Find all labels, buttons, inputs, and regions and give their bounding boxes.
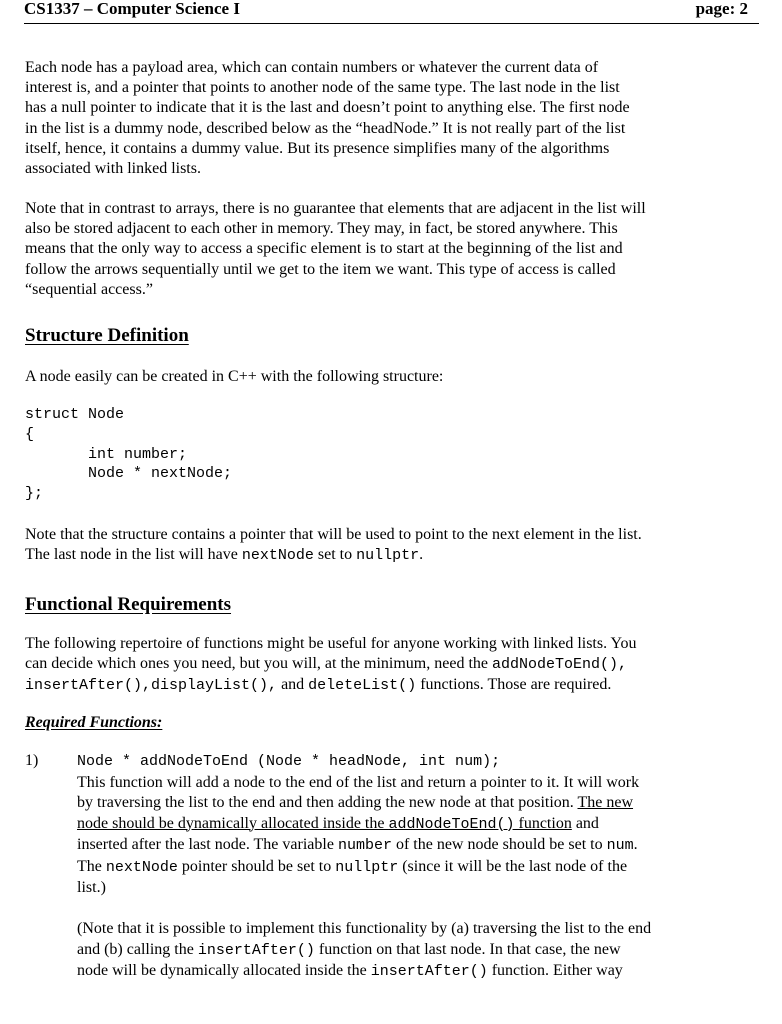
underlined-text: The new <box>577 794 634 811</box>
text-line: A node easily can be created in C++ with the following structure: <box>25 368 444 385</box>
header-rule <box>24 23 759 24</box>
inline-code: addNodeToEnd(), <box>492 656 628 674</box>
text-line: by traversing the list to the end and then adding the new node at that position. The new <box>77 794 634 811</box>
paragraph-functional-requirements <box>25 634 715 697</box>
text-line: “sequential access.” <box>25 280 153 298</box>
text-line: node should be dynamically allocated inside the addNodeToEnd() function and <box>77 814 599 833</box>
section-heading-structure-definition: Structure Definition <box>25 325 189 346</box>
text-line: inserted after the last node. The variable number of the new node should be set to num. <box>77 836 638 854</box>
code-line: struct Node <box>25 406 125 423</box>
text-line: (Note that it is possible to implement this functionality by (a) traversing the list to the end <box>77 920 652 937</box>
paragraph-structure-intro <box>25 367 715 387</box>
text-line: list.) <box>77 879 106 896</box>
text-line: and (b) calling the insertAfter() function on that last node. In that case, the new <box>77 940 621 959</box>
code-line: { <box>25 425 35 443</box>
inline-code: insertAfter() <box>370 963 488 980</box>
text-line: Note that the structure contains a pointer that will be used to point to the next element in the list. <box>25 526 642 543</box>
text-line: follow the arrows sequentially until we get to the item we want. This type of access is called <box>25 260 616 278</box>
text-line: means that the only way to access a specific element is to start at the beginning of the list and <box>25 240 623 258</box>
subheading-required-functions: Required Functions: <box>25 714 163 731</box>
text-line: also be stored adjacent to each other in memory. They may, in fact, be stored anywhere. This <box>25 220 618 238</box>
code-block-struct-node <box>25 405 232 504</box>
inline-code: num <box>606 837 634 854</box>
inline-code: insertAfter() <box>197 941 315 959</box>
text-line: itself, hence, it contains a dummy value. But its presence simplifies many of the algorithms <box>25 139 610 157</box>
text-line: Each node has a payload area, which can contain numbers or whatever the current data of <box>25 59 599 76</box>
inline-code: nextNode <box>241 547 314 565</box>
inline-code: nullptr <box>356 547 420 565</box>
code-line: Node * nextNode; <box>25 465 233 483</box>
text-line: has a null pointer to indicate that it is the last and doesn’t point to anything else. The first node <box>25 99 630 117</box>
text-line: can decide which ones you need, but you will, at the minimum, need the addNodeToEnd(), <box>25 655 628 674</box>
text-line: insertAfter(),displayList(), and deleteList() functions. Those are required. <box>25 676 612 695</box>
inline-code: nullptr <box>335 858 399 876</box>
inline-code: deleteList() <box>308 677 417 695</box>
section-heading-functional-requirements: Functional Requirements <box>25 594 232 615</box>
paragraph-structure-note <box>25 525 715 566</box>
text-line: The nextNode pointer should be set to nullptr (since it will be the last node of the <box>77 857 628 876</box>
page-header <box>24 0 758 22</box>
required-function-note <box>77 919 717 983</box>
page-number: page: 2 <box>695 0 748 18</box>
course-title: CS1337 – Computer Science I <box>24 0 240 18</box>
text-line: in the list is a dummy node, described below as the “headNode.” It is not really part of the list <box>25 119 626 137</box>
paragraph-node-description <box>25 58 715 179</box>
text-line: node will be dynamically allocated inside the insertAfter() function. Either way <box>77 962 623 980</box>
inline-code: number <box>337 837 392 854</box>
text-line: The following repertoire of functions might be useful for anyone working with linked lists. You <box>25 635 637 652</box>
inline-code: displayList(), <box>151 677 278 695</box>
code-line: }; <box>25 485 44 503</box>
text-line: associated with linked lists. <box>25 160 201 178</box>
inline-code: insertAfter(), <box>25 677 152 695</box>
inline-code: nextNode <box>105 858 178 876</box>
text-line: interest is, and a pointer that points to another node of the same type. The last node in the list <box>25 79 620 97</box>
text-line: The last node in the list will have nextNode set to nullptr. <box>25 546 424 565</box>
text-line: Note that in contrast to arrays, there is no guarantee that elements that are adjacent in the list will <box>25 200 646 217</box>
function-signature: Node * addNodeToEnd (Node * headNode, int num); <box>77 753 501 770</box>
item-number: 1) <box>25 752 39 769</box>
required-function-add-node-to-end <box>77 752 717 899</box>
paragraph-sequential-access <box>25 199 715 300</box>
text-line: This function will add a node to the end of the list and return a pointer to it. It will work <box>77 773 640 791</box>
inline-code: addNodeToEnd() <box>388 815 515 833</box>
code-line: int number; <box>25 445 188 463</box>
